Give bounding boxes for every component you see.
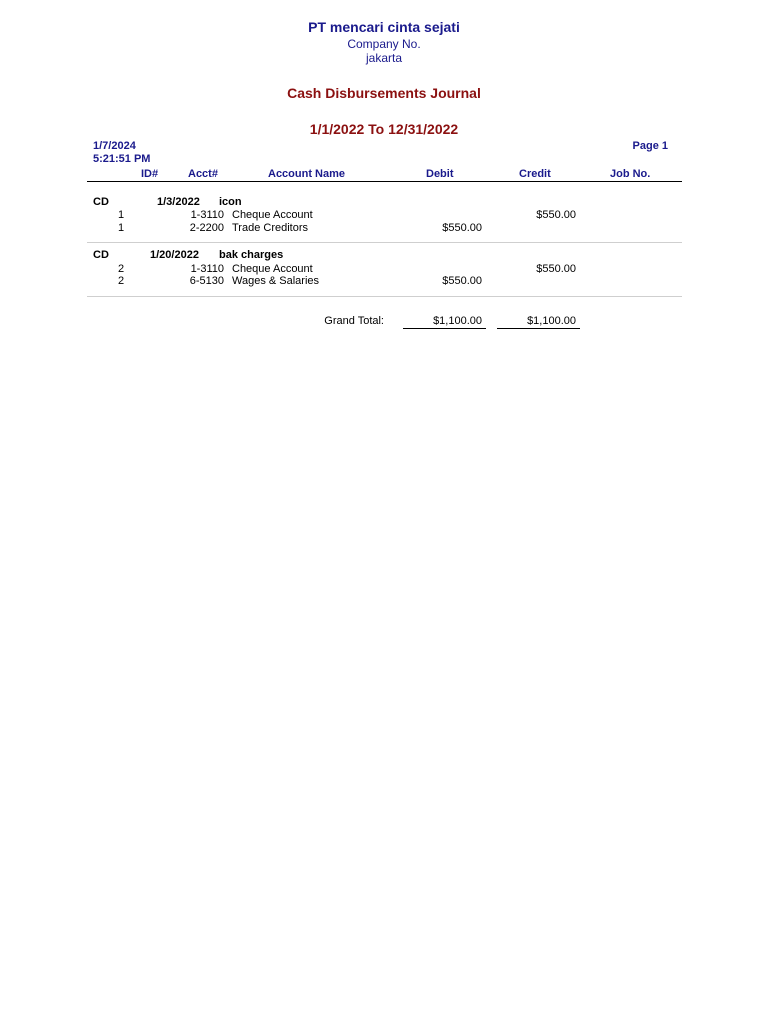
line-account-name: Wages & Salaries xyxy=(232,275,320,287)
transaction-date: 1/20/2022 xyxy=(150,249,199,261)
transaction-divider xyxy=(87,296,682,297)
grand-total-debit-underline xyxy=(403,328,486,329)
line-id: 2 xyxy=(118,263,125,275)
print-time: 5:21:51 PM xyxy=(93,153,151,165)
transaction-memo: icon xyxy=(219,196,242,208)
line-acct: 2-2200 xyxy=(189,222,224,234)
line-account-name: Cheque Account xyxy=(232,209,313,221)
line-id: 1 xyxy=(118,222,125,234)
line-debit: $550.00 xyxy=(442,222,482,234)
company-name: PT mencari cinta sejati xyxy=(308,19,460,35)
grand-total-debit: $1,100.00 xyxy=(433,315,482,327)
grand-total-label: Grand Total: xyxy=(324,315,384,327)
column-header-account-name: Account Name xyxy=(268,168,346,180)
line-acct: 1-3110 xyxy=(190,263,224,275)
column-header-acct: Acct# xyxy=(188,168,218,180)
line-debit: $550.00 xyxy=(442,275,482,287)
line-account-name: Trade Creditors xyxy=(232,222,309,234)
header-rule xyxy=(87,181,682,182)
line-id: 2 xyxy=(118,275,125,287)
print-date: 1/7/2024 xyxy=(93,140,136,152)
company-city: jakarta xyxy=(365,51,403,65)
column-header-job-no: Job No. xyxy=(610,168,651,180)
line-account-name: Cheque Account xyxy=(232,263,313,275)
grand-total-credit-underline xyxy=(497,328,580,329)
page-number: Page 1 xyxy=(632,140,668,152)
line-id: 1 xyxy=(118,209,125,221)
column-header-debit: Debit xyxy=(426,168,454,180)
transaction-type: CD xyxy=(93,196,109,208)
line-acct: 1-3110 xyxy=(190,209,224,221)
line-credit: $550.00 xyxy=(536,263,576,275)
transaction-memo: bak charges xyxy=(219,249,284,261)
transaction-divider xyxy=(87,242,682,243)
transaction-type: CD xyxy=(93,249,109,261)
grand-total-credit: $1,100.00 xyxy=(527,315,576,327)
column-header-credit: Credit xyxy=(519,168,551,180)
line-credit: $550.00 xyxy=(536,209,576,221)
report-title: Cash Disbursements Journal xyxy=(287,85,481,101)
company-number: Company No. xyxy=(347,37,421,51)
line-acct: 6-5130 xyxy=(189,275,224,287)
transaction-date: 1/3/2022 xyxy=(157,196,200,208)
column-header-id: ID# xyxy=(141,168,159,180)
report-date-range: 1/1/2022 To 12/31/2022 xyxy=(309,121,459,137)
